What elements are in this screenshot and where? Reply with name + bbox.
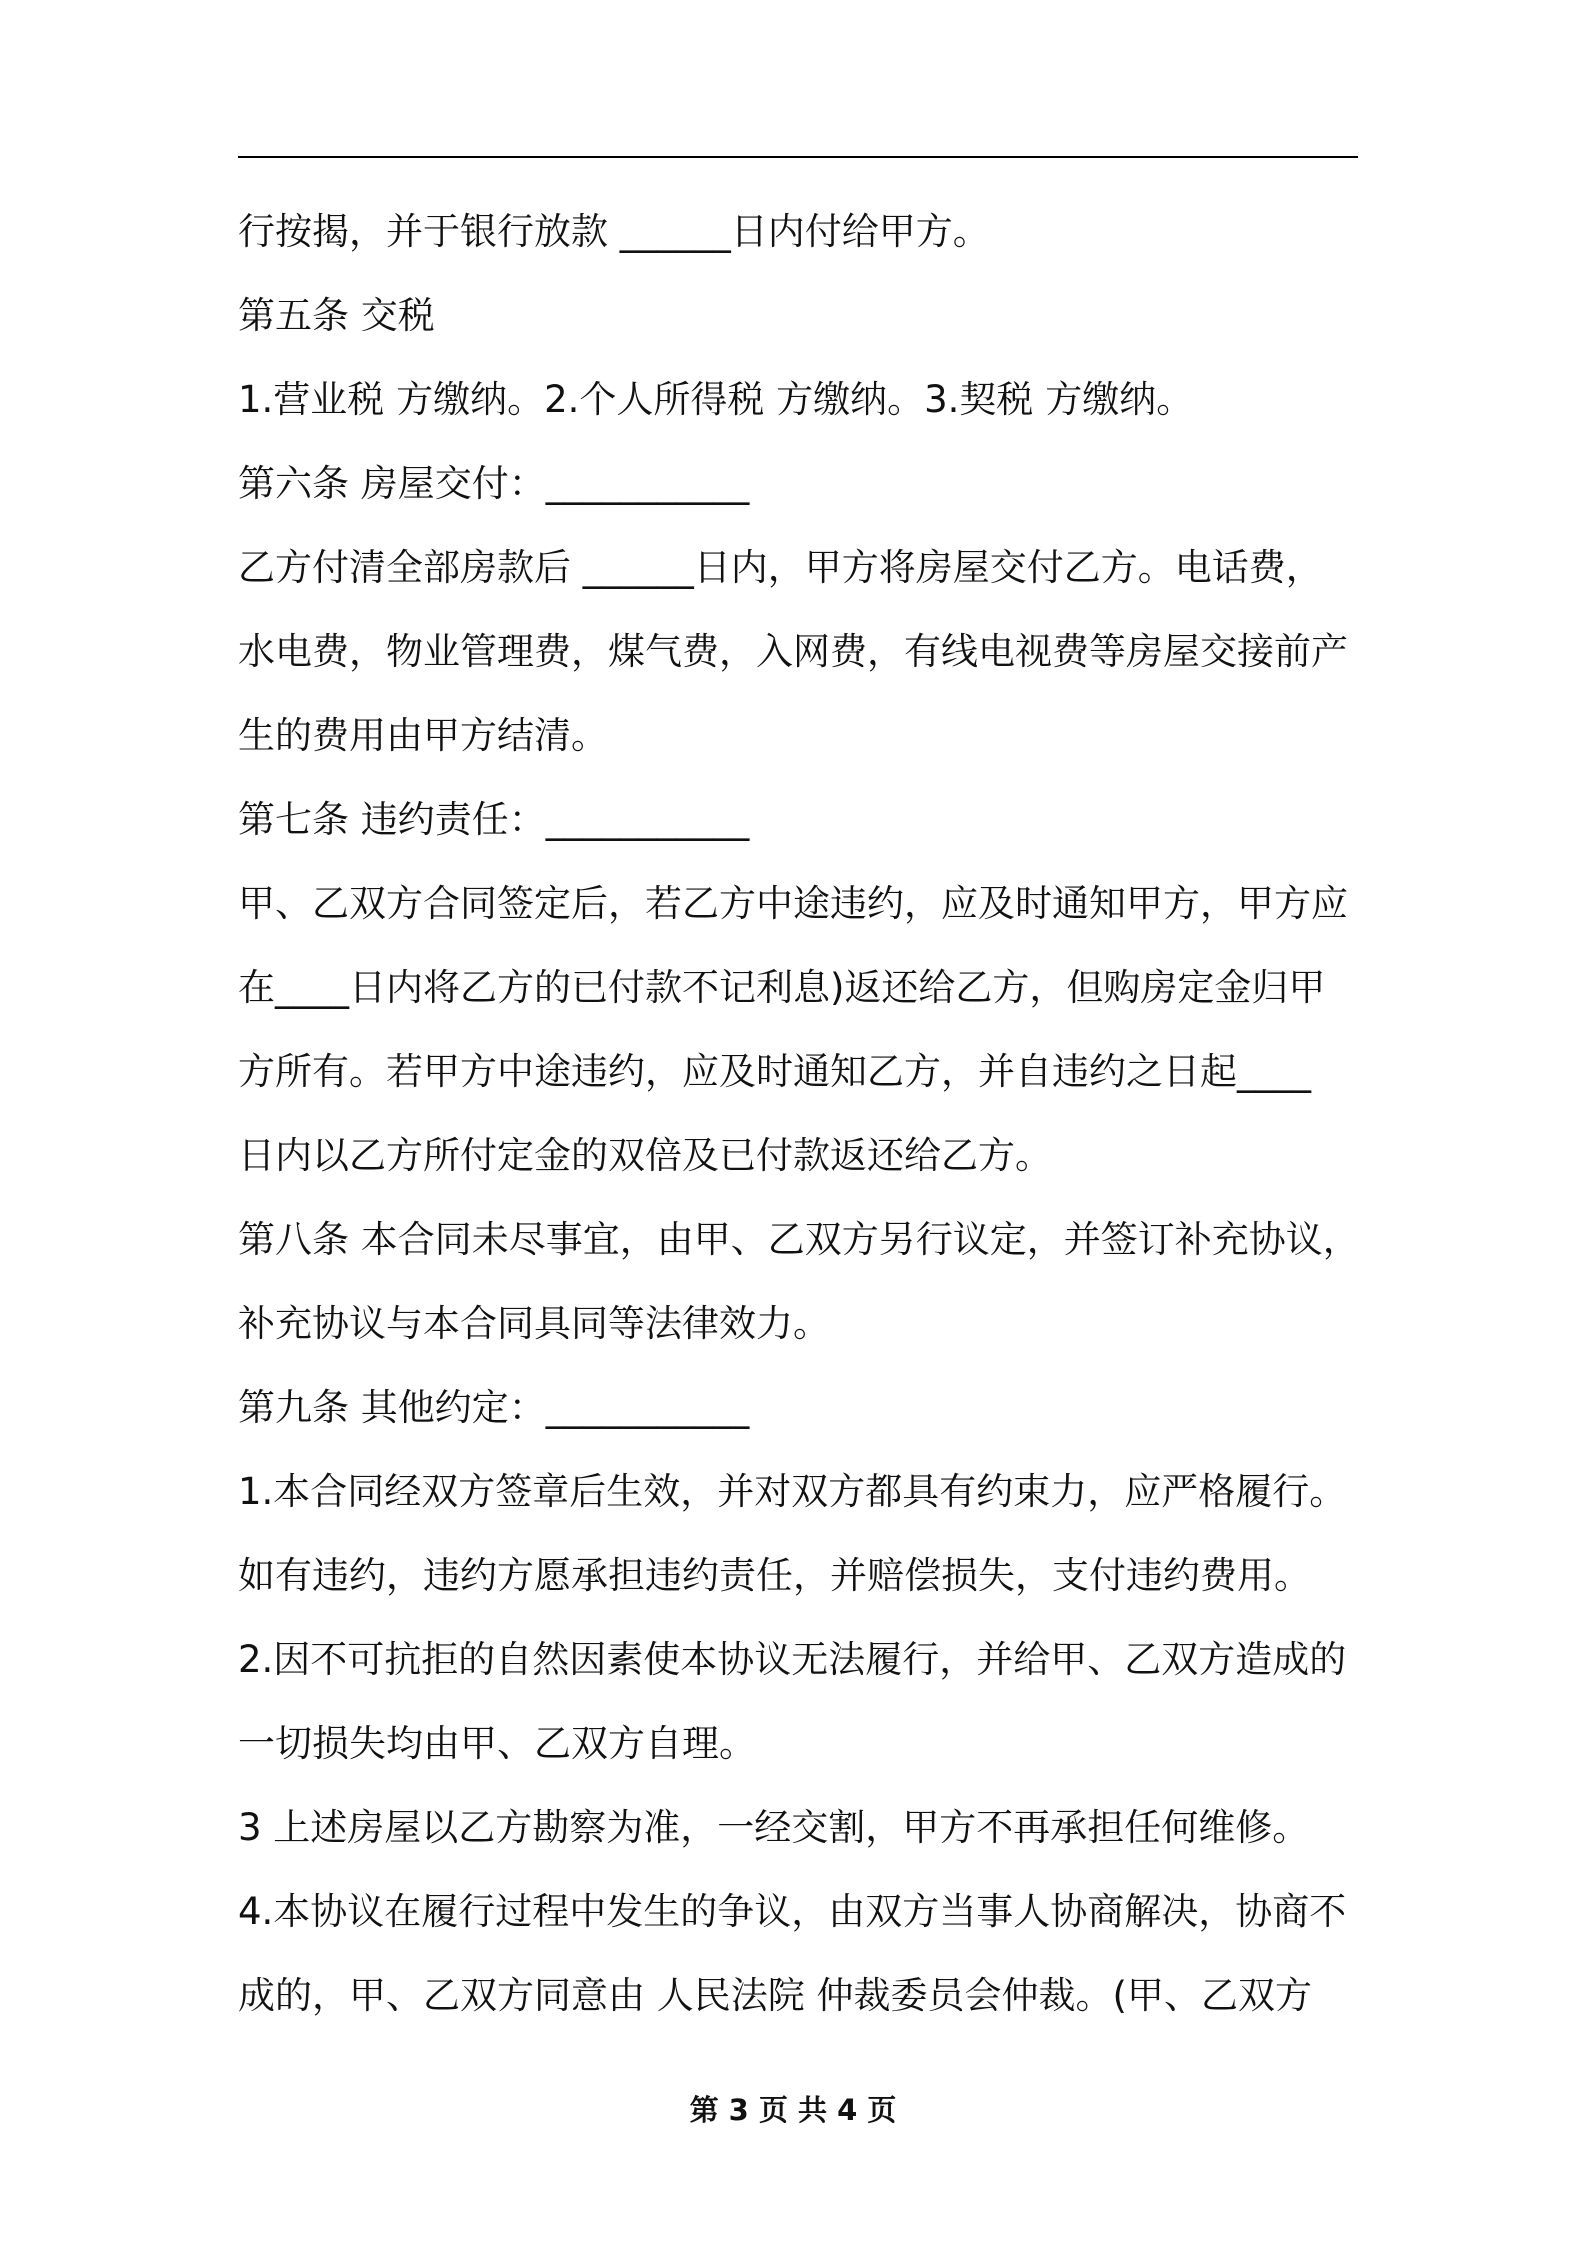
text-line: 生的费用由甲方结清。 xyxy=(238,714,608,757)
article-heading: 第七条 违约责任：___________ xyxy=(238,798,750,841)
text-line: 3 上述房屋以乙方勘察为准，一经交割，甲方不再承担任何维修。 xyxy=(238,1806,1310,1849)
text-line: 方所有。若甲方中途违约，应及时通知乙方，并自违约之日起____ xyxy=(238,1050,1311,1093)
text-line: 乙方付清全部房款后 ______日内，甲方将房屋交付乙方。电话费， xyxy=(238,546,1323,589)
text-line: 一切损失均由甲、乙双方自理。 xyxy=(238,1722,756,1765)
text-line: 在____日内将乙方的已付款不记利息)返还给乙方，但购房定金归甲 xyxy=(238,966,1326,1009)
text-line: 行按揭，并于银行放款 ______日内付给甲方。 xyxy=(238,210,990,253)
text-line: 4.本协议在履行过程中发生的争议，由双方当事人协商解决，协商不 xyxy=(238,1890,1347,1933)
article-heading: 第九条 其他约定：___________ xyxy=(238,1386,750,1429)
article-heading: 第八条 本合同未尽事宜，由甲、乙双方另行议定，并签订补充协议， xyxy=(238,1218,1360,1261)
article-heading: 第五条 交税 xyxy=(238,294,435,337)
text-line: 水电费，物业管理费，煤气费，入网费，有线电视费等房屋交接前产 xyxy=(238,630,1348,673)
text-line: 2.因不可抗拒的自然因素使本协议无法履行，并给甲、乙双方造成的 xyxy=(238,1638,1347,1681)
text-line: 1.营业税 方缴纳。2.个人所得税 方缴纳。3.契税 方缴纳。 xyxy=(238,378,1194,421)
article-heading: 第六条 房屋交付：___________ xyxy=(238,462,750,505)
text-line: 日内以乙方所付定金的双倍及已付款返还给乙方。 xyxy=(238,1134,1052,1177)
text-line: 1.本合同经双方签章后生效，并对双方都具有约束力，应严格履行。 xyxy=(238,1470,1347,1513)
text-line: 甲、乙双方合同签定后，若乙方中途违约，应及时通知甲方，甲方应 xyxy=(238,882,1348,925)
page-footer: 第 3 页 共 4 页 xyxy=(689,2093,897,2127)
document-body xyxy=(238,190,1378,2038)
text-line: 成的，甲、乙双方同意由 人民法院 仲裁委员会仲裁。(甲、乙双方 xyxy=(238,1974,1312,2017)
header-rule xyxy=(238,156,1358,158)
text-line: 如有违约，违约方愿承担违约责任，并赔偿损失，支付违约费用。 xyxy=(238,1554,1311,1597)
text-line: 补充协议与本合同具同等法律效力。 xyxy=(238,1302,830,1345)
